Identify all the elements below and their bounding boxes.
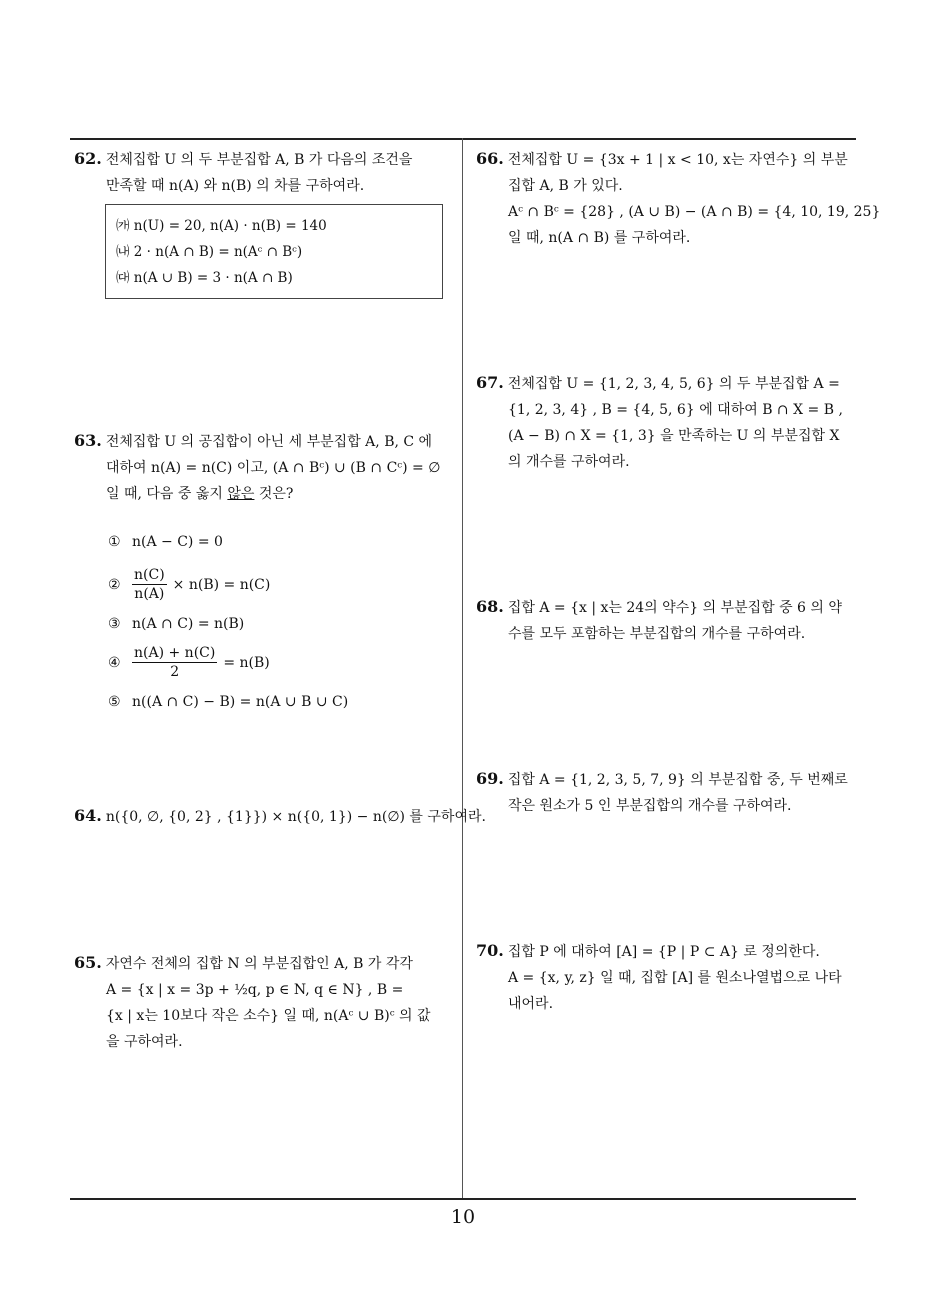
- column-divider: [462, 138, 463, 1200]
- condition-box: [105, 204, 443, 299]
- choice-text: n((A ∩ C) − B) = n(A ∪ B ∪ C): [132, 694, 349, 710]
- problem-66-line-3: Aᶜ ∩ Bᶜ = {28} , (A ∪ B) − (A ∩ B) = {4, 10, 19, 25}: [508, 204, 881, 220]
- underlined-word: 않은: [227, 486, 255, 502]
- problem-number: 63.: [74, 431, 102, 450]
- choice-5: [108, 694, 348, 710]
- choice-2: [108, 566, 270, 603]
- condition-da: ㈐ n(A ∪ B) = 3 · n(A ∩ B): [116, 270, 293, 286]
- choice-text: = n(B): [223, 654, 270, 671]
- fraction: [132, 566, 167, 603]
- problem-63-line-2: 대하여 n(A) = n(C) 이고, (A ∩ Bᶜ) ∪ (B ∩ Cᶜ) = ∅: [106, 460, 441, 476]
- problem-63: [74, 428, 457, 507]
- problem-70-line-3: 내어라.: [508, 996, 554, 1012]
- choice-4: [108, 644, 270, 681]
- problem-63-line-1: 63. 전체집합 U 의 공집합이 아닌 세 부분집합 A, B, C 에: [74, 431, 433, 450]
- problem-69: [476, 766, 860, 819]
- bottom-rule: [70, 1198, 856, 1200]
- problem-63-line-3: 일 때, 다음 중 옳지 않은 것은?: [106, 486, 294, 502]
- fraction-denominator: 2: [170, 664, 180, 680]
- problem-62-line-2: 만족할 때 n(A) 와 n(B) 의 차를 구하여라.: [106, 178, 365, 194]
- condition-na: ㈏ 2 · n(A ∩ B) = n(Aᶜ ∩ Bᶜ): [116, 244, 303, 260]
- choice-3: [108, 616, 244, 632]
- problem-70: [476, 938, 860, 1017]
- problem-number: 69.: [476, 769, 504, 788]
- problem-69-line-2: 작은 원소가 5 인 부분집합의 개수를 구하여라.: [508, 798, 792, 814]
- problem-65-line-4: 을 구하여라.: [106, 1034, 183, 1050]
- problem-70-line-2: A = {x, y, z} 일 때, 집합 [A] 를 원소나열법으로 나타: [508, 970, 842, 986]
- problem-number: 67.: [476, 373, 504, 392]
- problem-67-line-1: 67. 전체집합 U = {1, 2, 3, 4, 5, 6} 의 두 부분집합 A =: [476, 373, 840, 392]
- choice-text: × n(B) = n(C): [172, 576, 271, 593]
- problem-62: [74, 146, 457, 199]
- choice-mark: ①: [108, 534, 121, 550]
- problem-66-line-1: 66. 전체집합 U = {3x + 1 | x < 10, x는 자연수} 의 부분: [476, 149, 848, 168]
- top-rule: [70, 138, 856, 140]
- problem-number: 68.: [476, 597, 504, 616]
- problem-69-line-1: 69. 집합 A = {1, 2, 3, 5, 7, 9} 의 부분집합 중, 두 번째로: [476, 769, 848, 788]
- problem-number: 70.: [476, 941, 504, 960]
- problem-64: [74, 803, 486, 830]
- fraction-numerator: n(A) + n(C): [134, 645, 216, 661]
- problem-70-line-1: 70. 집합 P 에 대하여 [A] = {P | P ⊂ A} 로 정의한다.: [476, 941, 820, 960]
- problem-65-line-1: 65. 자연수 전체의 집합 N 의 부분집합인 A, B 가 각각: [74, 953, 413, 972]
- problem-66-line-4: 일 때, n(A ∩ B) 를 구하여라.: [508, 230, 691, 246]
- choice-1: [108, 534, 223, 550]
- fraction-numerator: n(C): [134, 567, 165, 583]
- page-number: 10: [450, 1206, 476, 1228]
- problem-66: [476, 146, 881, 251]
- choice-mark: ③: [108, 616, 121, 632]
- choice-text: n(A ∩ C) = n(B): [132, 616, 245, 632]
- problem-68-line-2: 수를 모두 포함하는 부분집합의 개수를 구하여라.: [508, 626, 806, 642]
- problem-67-line-3: (A − B) ∩ X = {1, 3} 을 만족하는 U 의 부분집합 X: [508, 428, 840, 444]
- problem-number: 65.: [74, 953, 102, 972]
- fraction: [132, 644, 217, 681]
- problem-65-line-2: A = {x | x = 3p + ½q, p ∈ N, q ∈ N} , B =: [106, 982, 404, 998]
- choice-mark: ②: [108, 576, 121, 593]
- problem-number: 64.: [74, 806, 102, 825]
- problem-62-line-1: 62. 전체집합 U 의 두 부분집합 A, B 가 다음의 조건을: [74, 149, 413, 168]
- problem-67-line-2: {1, 2, 3, 4} , B = {4, 5, 6} 에 대하여 B ∩ X = B ,: [508, 402, 843, 418]
- problem-number: 62.: [74, 149, 102, 168]
- problem-67-line-4: 의 개수를 구하여라.: [508, 454, 630, 470]
- choice-mark: ⑤: [108, 694, 121, 710]
- problem-67: [476, 370, 860, 475]
- problem-65-line-3: {x | x는 10보다 작은 소수} 일 때, n(Aᶜ ∪ B)ᶜ 의 값: [106, 1008, 431, 1024]
- choice-mark: ④: [108, 654, 121, 671]
- problem-66-line-2: 집합 A, B 가 있다.: [508, 178, 623, 194]
- condition-ga: ㈎ n(U) = 20, n(A) · n(B) = 140: [116, 218, 327, 234]
- problem-68: [476, 594, 860, 647]
- fraction-denominator: n(A): [134, 586, 165, 602]
- problem-64-line-1: 64. n({0, ∅, {0, 2} , {1}}) × n({0, 1}) − n(∅) 를 구하여라.: [74, 806, 486, 825]
- problem-number: 66.: [476, 149, 504, 168]
- problem-68-line-1: 68. 집합 A = {x | x는 24의 약수} 의 부분집합 중 6 의 약: [476, 597, 842, 616]
- problem-65: [74, 950, 457, 1055]
- choice-text: n(A − C) = 0: [132, 534, 223, 550]
